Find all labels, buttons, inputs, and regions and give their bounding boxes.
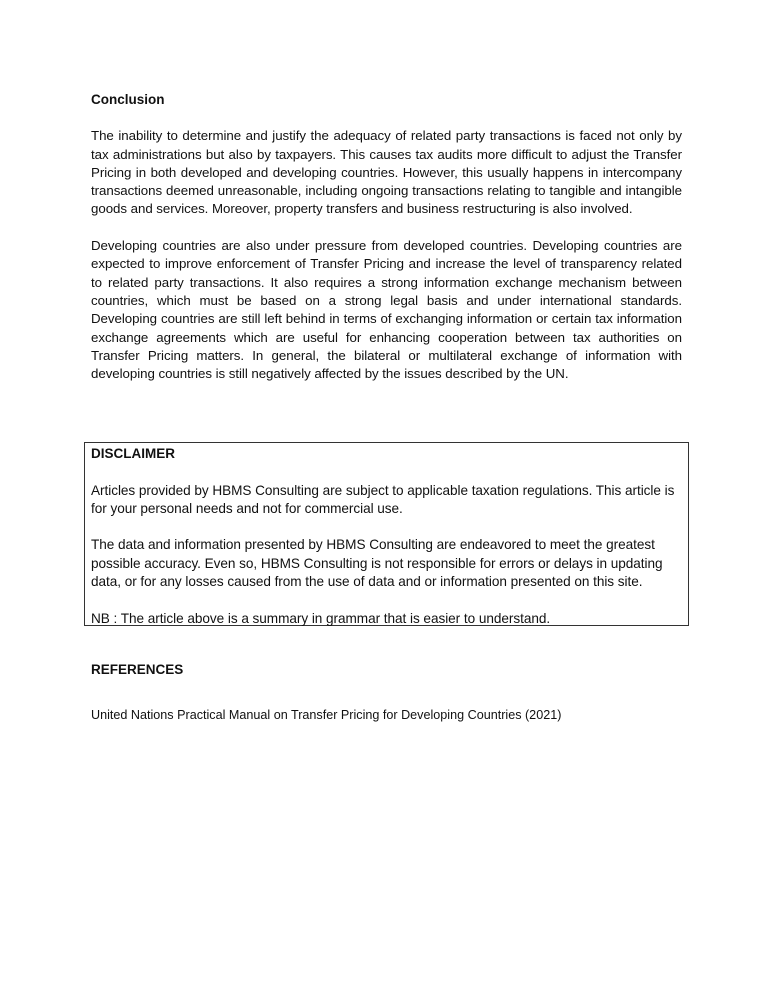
conclusion-heading: Conclusion — [91, 92, 165, 107]
conclusion-paragraph-1: The inability to determine and justify the adequacy of related party transactions is faced not only by tax administrations but also by taxpayers. This causes tax audits more difficult to adjust the Transfer Pricing in both developed and developing countries. However, this usually happens in intercompany transactions deemed unreasonable, including ongoing transactions relating to tangible and intangible goods and services. Moreover, property transfers and business restructuring is also involved. — [91, 128, 682, 217]
references-section — [91, 661, 691, 723]
references-heading: REFERENCES — [91, 662, 184, 677]
disclaimer-note: NB : The article above is a summary in grammar that is easier to understand. — [91, 610, 551, 626]
disclaimer-heading: DISCLAIMER — [91, 446, 175, 461]
conclusion-paragraph-2: Developing countries are also under pressure from developed countries. Developing countries are expected to improve enforcement of Transfer Pricing and increase the level of transparency related to related party transactions. It also requires a strong information exchange mechanism between countries, which must be based on a strong legal basis and under international standards. Developing countries are still left behind in terms of exchanging information or certain tax information exchange agreements which are useful for enhancing cooperation between tax authorities on Transfer Pricing matters. In general, the bilateral or multilateral exchange of information with developing countries is still negatively affected by the issues described by the UN. — [91, 238, 682, 382]
conclusion-section — [91, 91, 682, 383]
reference-item: United Nations Practical Manual on Transfer Pricing for Developing Countries (2021) — [91, 708, 562, 723]
disclaimer-box — [84, 442, 689, 626]
disclaimer-paragraph-2: The data and information presented by HBMS Consulting are endeavored to meet the greatest possible accuracy. Even so, HBMS Consulting is not responsible for errors or delays in updating data, or for any losses caused from the use of data and or information presented on this site. — [91, 537, 663, 590]
disclaimer-paragraph-1: Articles provided by HBMS Consulting are subject to applicable taxation regulations. This article is for your personal needs and not for commercial use. — [91, 482, 675, 516]
